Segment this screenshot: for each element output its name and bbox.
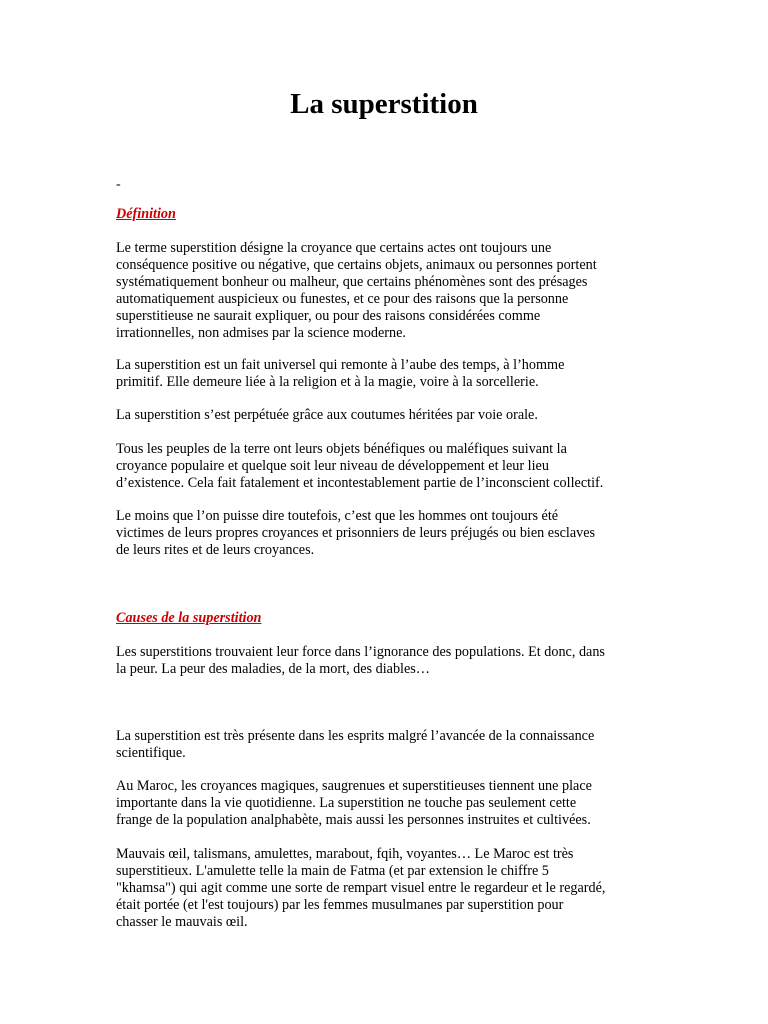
paragraph-line: Au Maroc, les croyances magiques, saugrenues et superstitieuses tiennent une place xyxy=(116,778,592,794)
paragraph xyxy=(116,407,664,424)
paragraph-line: Mauvais œil, talismans, amulettes, marabout, fqih, voyantes… Le Maroc est très xyxy=(116,846,574,862)
paragraph-line: de leurs rites et de leurs croyances. xyxy=(116,542,315,558)
paragraph xyxy=(116,778,664,829)
paragraph-line: systématiquement bonheur ou malheur, que certains phénomènes sont des présages xyxy=(116,274,588,290)
paragraph xyxy=(116,508,664,559)
paragraph-line: primitif. Elle demeure liée à la religion et à la magie, voire à la sorcellerie. xyxy=(116,374,539,390)
paragraph-line: La superstition est un fait universel qui remonte à l’aube des temps, à l’homme xyxy=(116,357,565,373)
paragraph xyxy=(116,728,664,762)
paragraph-line: d’existence. Cela fait fatalement et incontestablement partie de l’inconscient collectif. xyxy=(116,475,604,491)
paragraph-line: importante dans la vie quotidienne. La superstition ne touche pas seulement cette xyxy=(116,795,577,811)
paragraph-line: Le terme superstition désigne la croyance que certains actes ont toujours une xyxy=(116,240,552,256)
paragraph-line: victimes de leurs propres croyances et prisonniers de leurs préjugés ou bien esclaves xyxy=(116,525,596,541)
paragraph xyxy=(116,644,664,678)
paragraph-line: la peur. La peur des maladies, de la mort, des diables… xyxy=(116,661,430,677)
paragraph-line: automatiquement auspicieux ou funestes, et ce pour des raisons que la personne xyxy=(116,291,569,307)
paragraph-line: Le moins que l’on puisse dire toutefois, c’est que les hommes ont toujours été xyxy=(116,508,559,524)
dash-marker: - xyxy=(116,177,121,192)
paragraph-line: Les superstitions trouvaient leur force dans l’ignorance des populations. Et donc, dans xyxy=(116,644,605,660)
paragraph xyxy=(116,357,664,391)
paragraph-line: superstitieux. L'amulette telle la main de Fatma (et par extension le chiffre 5 xyxy=(116,863,549,879)
paragraph-line: "khamsa") qui agit comme une sorte de rempart visuel entre le regardeur et le regardé, xyxy=(116,880,606,896)
document-title: La superstition xyxy=(290,88,478,120)
paragraph-line: croyance populaire et quelque soit leur niveau de développement et leur lieu xyxy=(116,458,549,474)
paragraph-line: La superstition est très présente dans les esprits malgré l’avancée de la connaissance xyxy=(116,728,595,744)
paragraph-line: conséquence positive ou négative, que certains objets, animaux ou personnes portent xyxy=(116,257,597,273)
paragraph-line: Tous les peuples de la terre ont leurs objets bénéfiques ou maléfiques suivant la xyxy=(116,441,567,457)
paragraph-line: frange de la population analphabète, mais aussi les personnes instruites et cultivées. xyxy=(116,812,591,828)
section-heading-causes: Causes de la superstition xyxy=(116,610,262,626)
paragraph-line: irrationnelles, non admises par la science moderne. xyxy=(116,325,406,341)
paragraph xyxy=(116,441,664,492)
paragraph-line: chasser le mauvais œil. xyxy=(116,914,248,930)
paragraph xyxy=(116,240,664,342)
paragraph-line: superstitieuse ne saurait expliquer, ou pour des raisons considérées comme xyxy=(116,308,541,324)
section-heading-definition: Définition xyxy=(116,206,176,222)
paragraph-line: scientifique. xyxy=(116,745,186,761)
paragraph-line: La superstition s’est perpétuée grâce aux coutumes héritées par voie orale. xyxy=(116,407,538,423)
paragraph xyxy=(116,846,664,931)
paragraph-line: était portée (et l'est toujours) par les femmes musulmanes par superstition pour xyxy=(116,897,564,913)
